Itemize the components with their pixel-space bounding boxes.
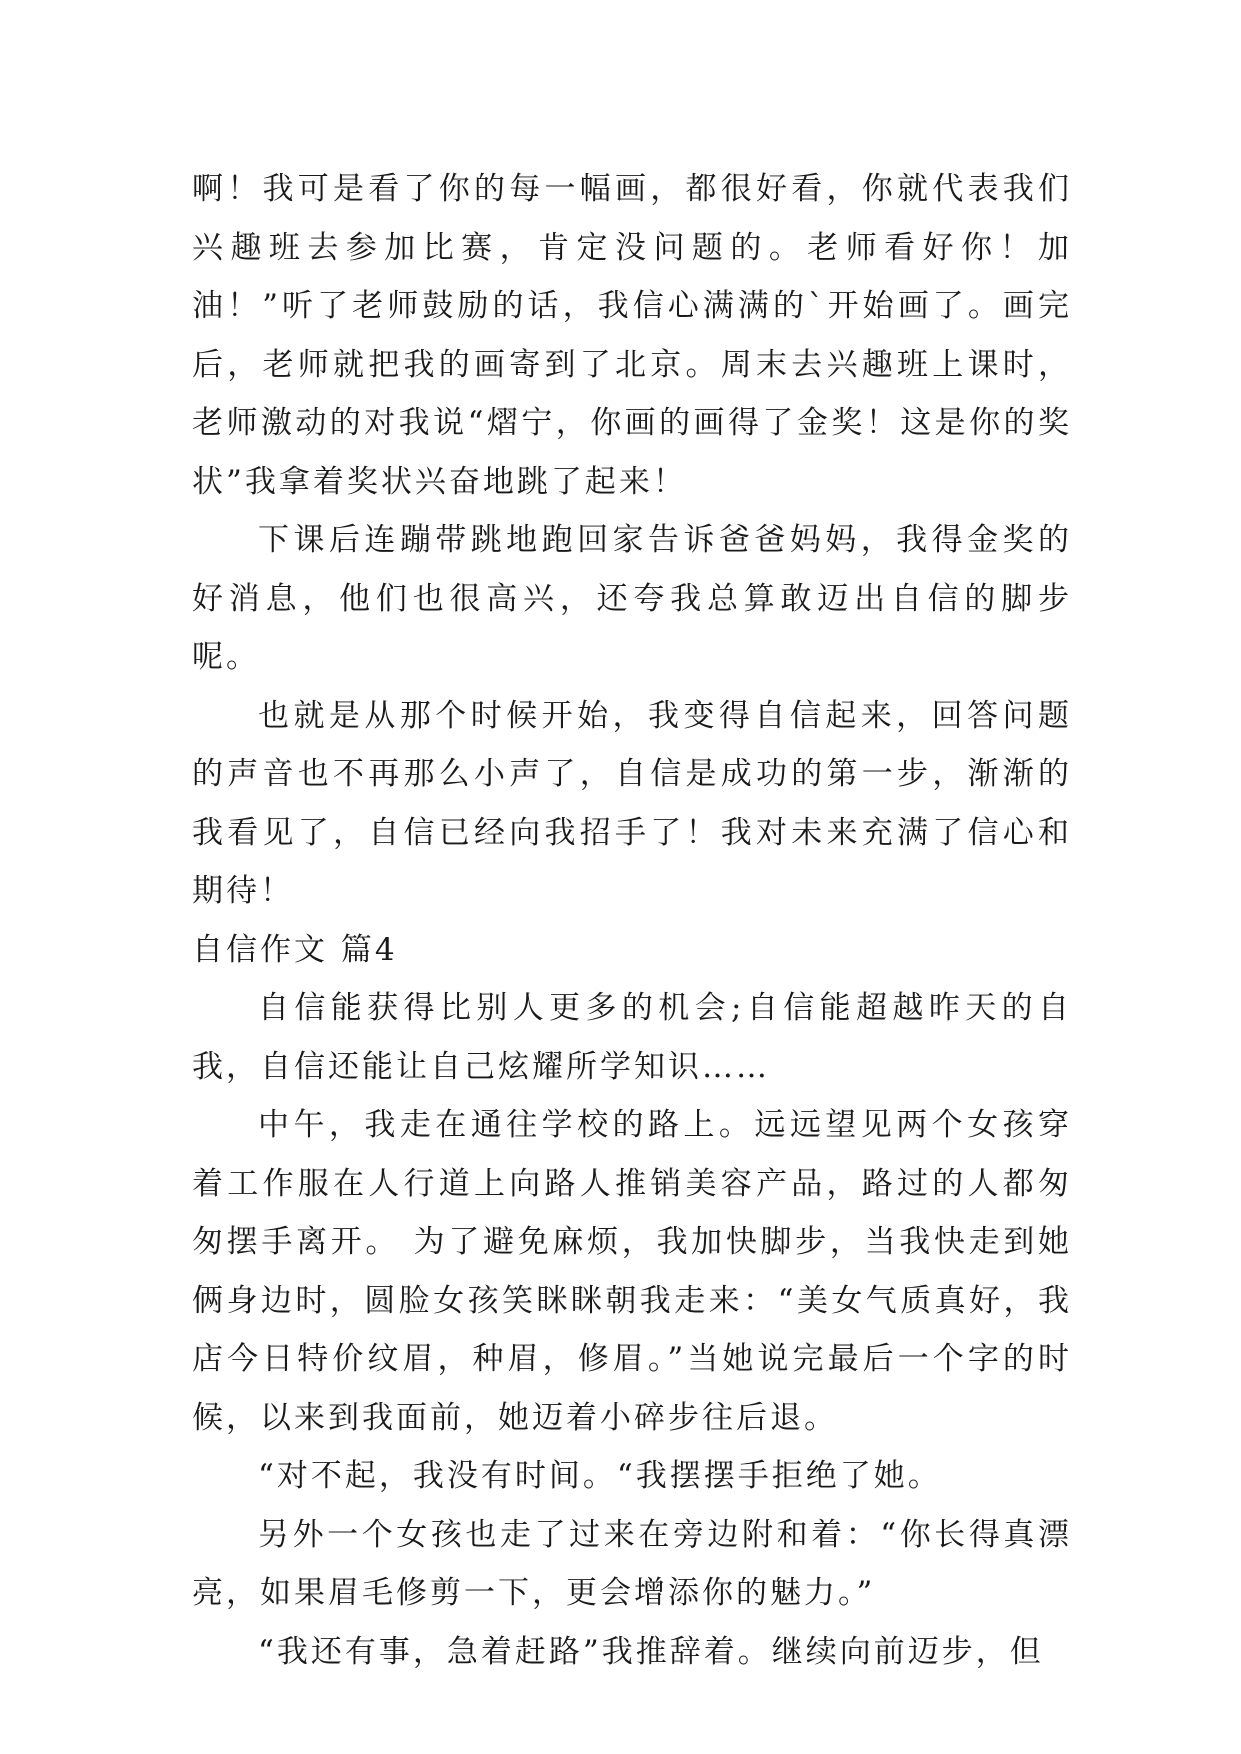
paragraph-decline: “我还有事，急着赶路”我推辞着。继续向前迈步，但 xyxy=(258,1633,1044,1670)
section-heading: 自信作文 篇4 xyxy=(192,931,398,968)
paragraph-confidence-intro: 自信能获得比别人更多的机会;自信能超越昨天的自我，自信还能让自己炫耀所学知识…… xyxy=(192,990,1072,1085)
paragraph-noon-walk: 中午，我走在通往学校的路上。远远望见两个女孩穿着工作服在人行道上向路人推销美容产品，路过的人都匆匆摆手离开。 为了避免麻烦，我加快脚步，当我快走到她俩身边时，圆脸女孩笑眯眯朝我走来：“美女气质真好，我店今日特价纹眉，种眉，修眉。”当她说完最后一个字的时候，以来到我面前，她迈着小碎步往后退。 xyxy=(192,1107,1072,1436)
paragraph-other-girl: 另外一个女孩也走了过来在旁边附和着：“你长得真漂亮，如果眉毛修剪一下，更会增添你的魅力。” xyxy=(192,1516,1072,1611)
paragraph-confidence-start: 也就是从那个时候开始，我变得自信起来，回答问题的声音也不再那么小声了，自信是成功的第一步，渐渐的我看见了，自信已经向我招手了！我对未来充满了信心和期待！ xyxy=(192,697,1072,909)
article-body xyxy=(192,160,1072,1681)
paragraph-award: 啊！我可是看了你的每一幅画，都很好看，你就代表我们兴趣班去参加比赛，肯定没问题的。老师看好你！加油！”听了老师鼓励的话，我信心满满的`开始画了。画完后，老师就把我的画寄到了北京。周末去兴趣班上课时，老师激动的对我说“熠宁，你画的画得了金奖！这是你的奖状”我拿着奖状兴奋地跳了起来！ xyxy=(192,171,1072,500)
paragraph-after-class: 下课后连蹦带跳地跑回家告诉爸爸妈妈，我得金奖的好消息，他们也很高兴，还夸我总算敢迈出自信的脚步呢。 xyxy=(192,522,1072,675)
paragraph-refusal: “对不起，我没有时间。“我摆摆手拒绝了她。 xyxy=(258,1458,942,1494)
